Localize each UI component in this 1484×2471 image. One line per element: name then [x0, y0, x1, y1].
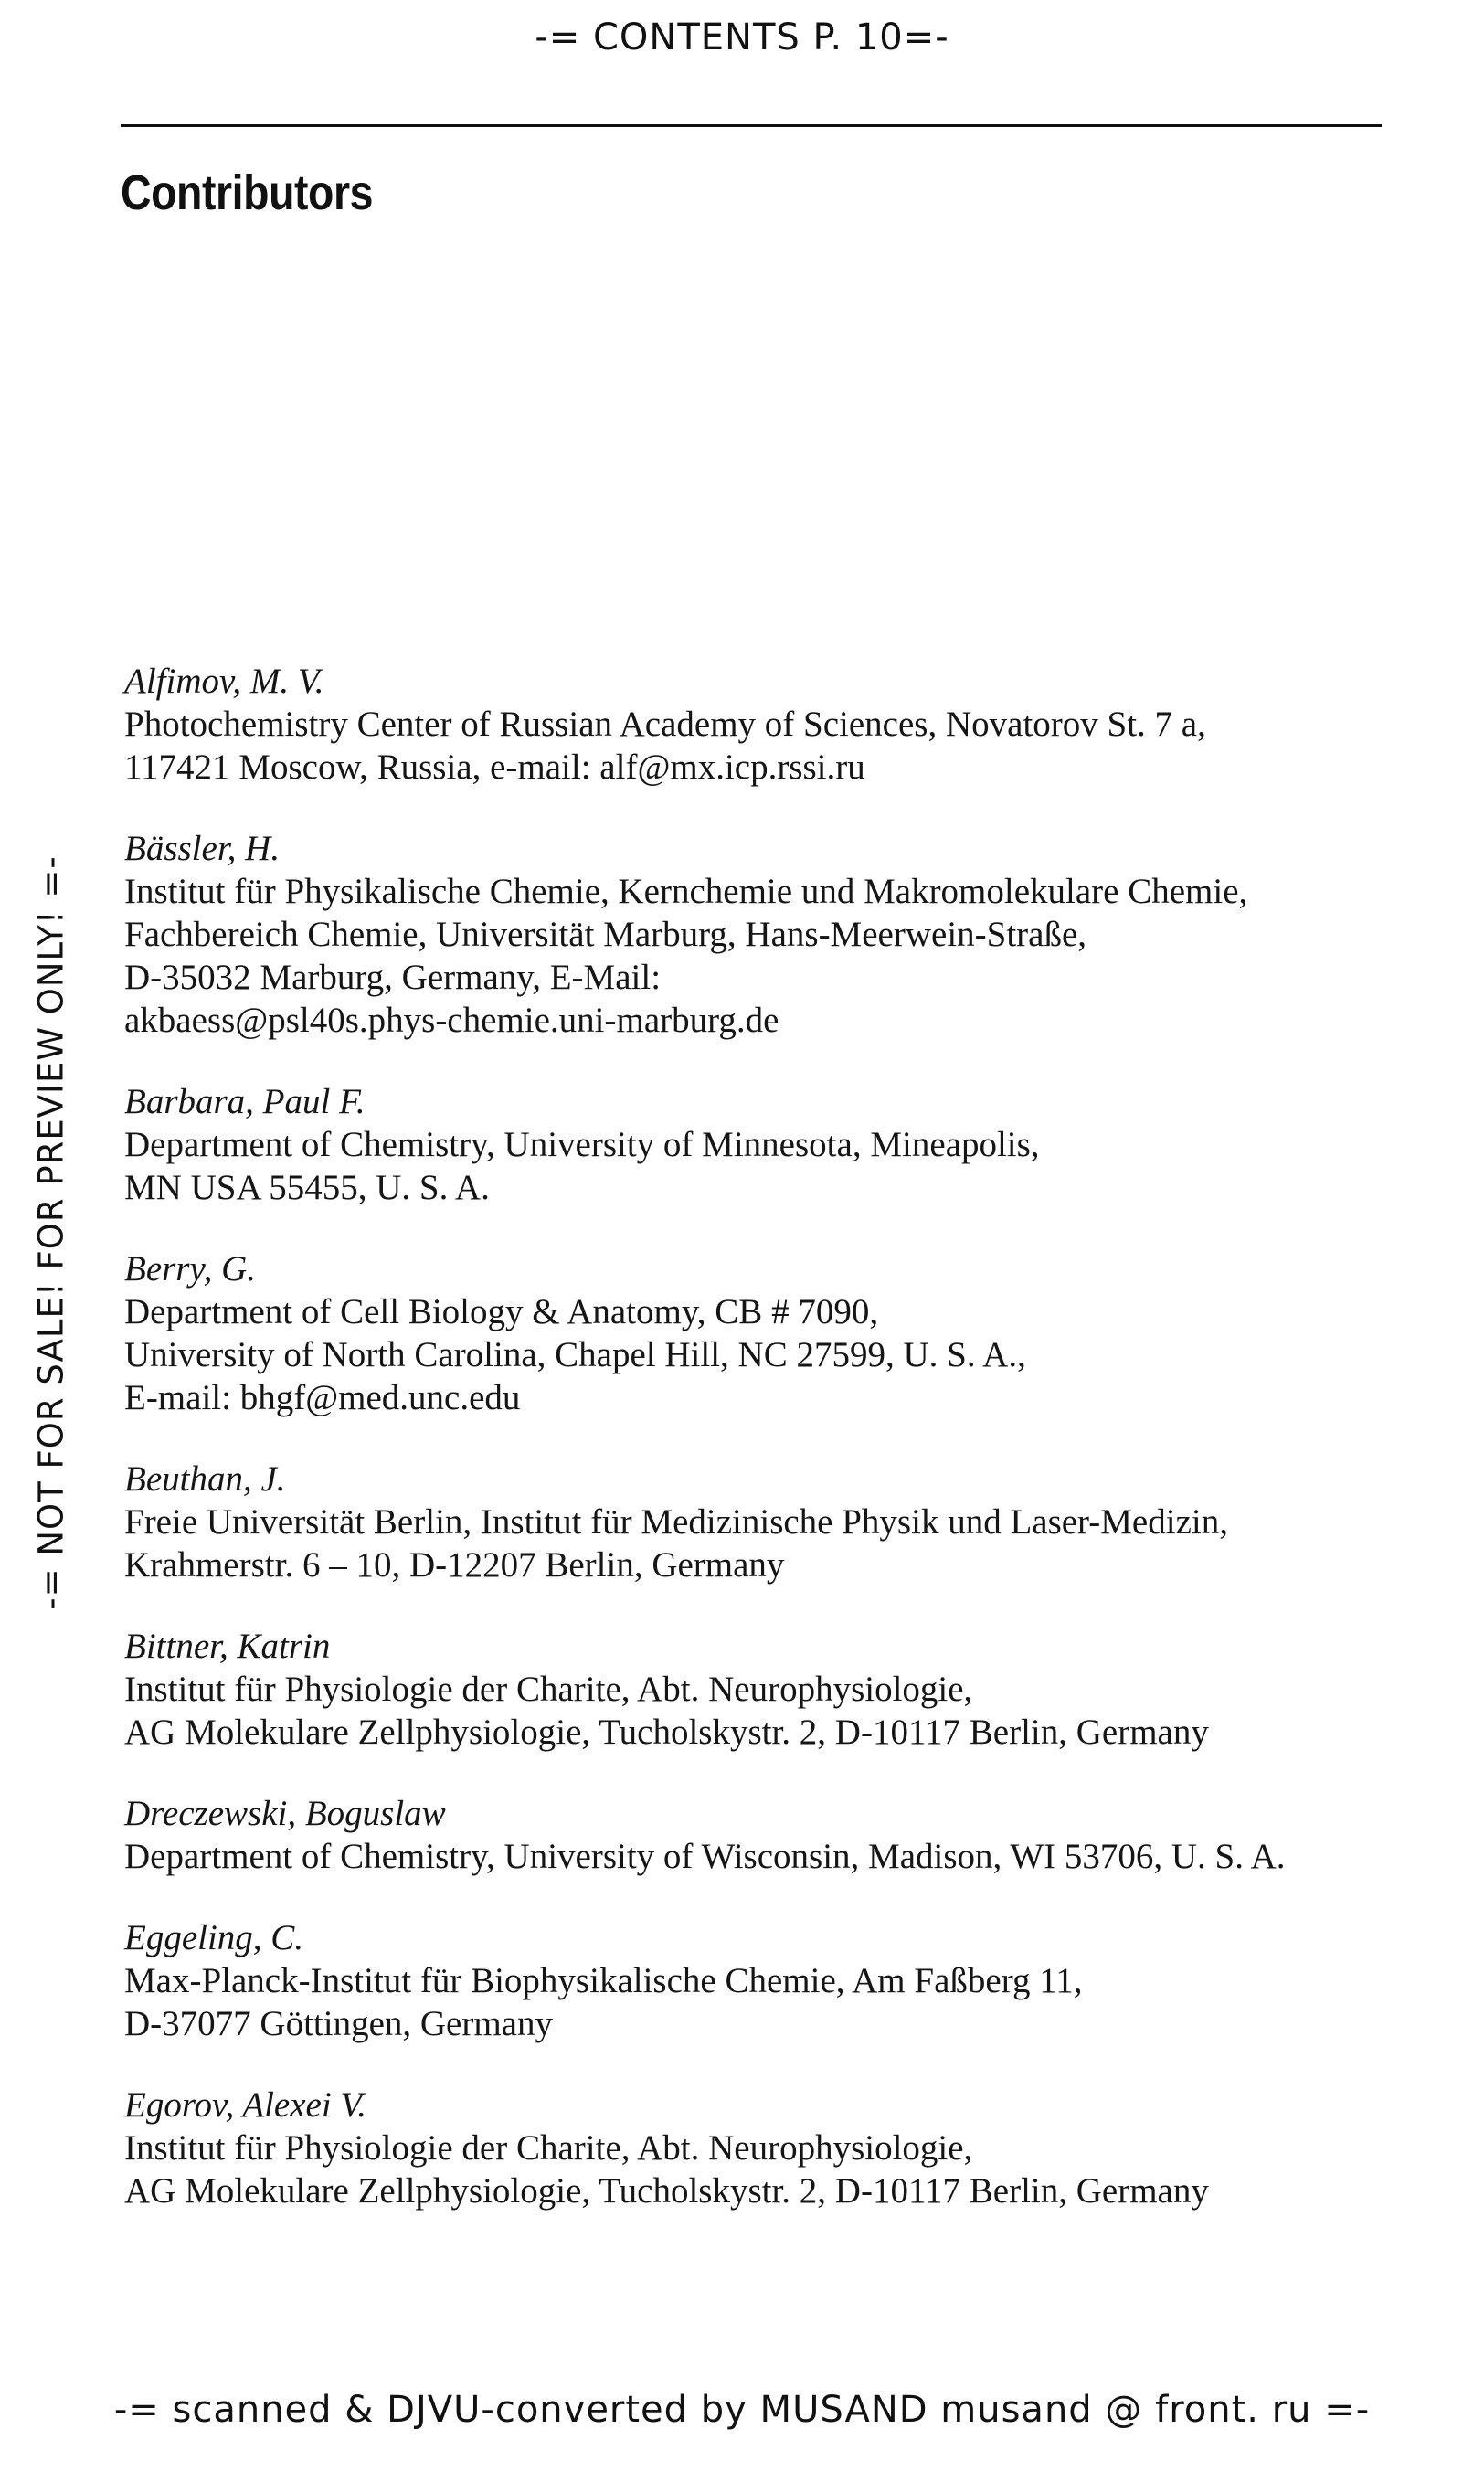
- contributor-address: Institut für Physiologie der Charite, Abt. Neurophysiologie, AG Molekulare Zellphysiologie, Tucholskystr. 2, D-10117 Berlin, Germany: [124, 1670, 1209, 1752]
- page-header-banner: -= CONTENTS P. 10=-: [535, 16, 949, 58]
- contributor-name: Bässler, H.: [124, 829, 281, 868]
- contributor-name: Eggeling, C.: [124, 1918, 304, 1957]
- contributor-address: Institut für Physikalische Chemie, Kernchemie und Makromolekulare Chemie, Fachbereich Chemie, Universität Marburg, Hans-Meerwein-Straße, D-35032 Marburg, Germany, E-Mail: akbaess@psl40s.phys-chemie.uni-marburg.de: [124, 872, 1248, 1040]
- page-title: Contributors: [121, 165, 374, 220]
- contributor-entry: [124, 1916, 1404, 2045]
- contributors-list: [124, 660, 1404, 2251]
- contributor-address: Max-Planck-Institut für Biophysikalische Chemie, Am Faßberg 11, D-37077 Göttingen, Germany: [124, 1961, 1083, 2043]
- contributor-name: Berry, G.: [124, 1249, 257, 1289]
- contributor-address: Photochemistry Center of Russian Academy of Sciences, Novatorov St. 7 a, 117421 Moscow, Russia, e-mail: alf@mx.icp.rssi.ru: [124, 705, 1206, 787]
- contributor-entry: [124, 1625, 1404, 1754]
- contributor-entry: [124, 1247, 1404, 1419]
- contributor-name: Bittner, Katrin: [124, 1627, 331, 1666]
- page-footer-banner: -= scanned & DJVU-converted by MUSAND musand @ front. ru =-: [113, 2389, 1371, 2431]
- contributor-address: Department of Chemistry, University of Wisconsin, Madison, WI 53706, U. S. A.: [124, 1837, 1286, 1876]
- side-watermark: -= NOT FOR SALE! FOR PREVIEW ONLY! =-: [31, 855, 71, 1610]
- contributor-name: Alfimov, M. V.: [124, 662, 324, 701]
- contributor-address: Institut für Physiologie der Charite, Abt. Neurophysiologie, AG Molekulare Zellphysiologie, Tucholskystr. 2, D-10117 Berlin, Germany: [124, 2128, 1209, 2211]
- contributor-entry: [124, 660, 1404, 789]
- contributor-address: Department of Chemistry, University of Minnesota, Mineapolis, MN USA 55455, U. S. A.: [124, 1125, 1040, 1207]
- contributor-name: Dreczewski, Boguslaw: [124, 1794, 446, 1833]
- contributor-address: Department of Cell Biology & Anatomy, CB # 7090, University of North Carolina, Chapel Hill, NC 27599, U. S. A., E-mail: bhgf@med.unc.edu: [124, 1292, 1026, 1417]
- contributor-name: Egorov, Alexei V.: [124, 2085, 366, 2125]
- contributor-entry: [124, 827, 1404, 1042]
- contributor-entry: [124, 1080, 1404, 1209]
- contributor-entry: [124, 1792, 1404, 1878]
- contributor-entry: [124, 1458, 1404, 1586]
- contributor-name: Beuthan, J.: [124, 1459, 286, 1499]
- contributor-name: Barbara, Paul F.: [124, 1082, 366, 1121]
- header-rule: [121, 124, 1382, 127]
- contributor-entry: [124, 2084, 1404, 2212]
- contributor-address: Freie Universität Berlin, Institut für Medizinische Physik und Laser-Medizin, Krahmerstr. 6 – 10, D-12207 Berlin, Germany: [124, 1502, 1228, 1585]
